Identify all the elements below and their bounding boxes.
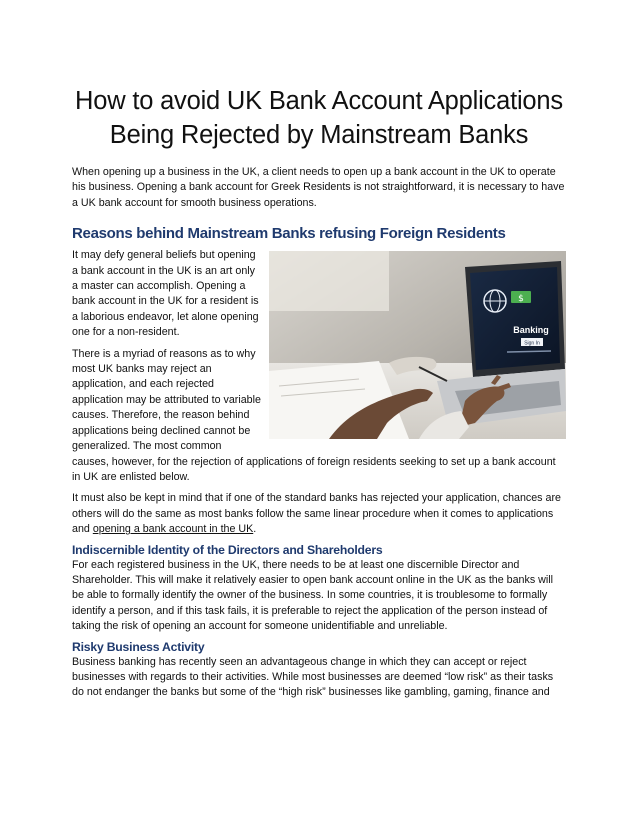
open-uk-bank-account-link[interactable]: opening a bank account in the UK bbox=[92, 523, 254, 536]
banking-laptop-image bbox=[269, 251, 566, 439]
svg-text:$: $ bbox=[518, 294, 524, 305]
reasons-paragraph-3 bbox=[72, 491, 566, 537]
identity-paragraph: For each registered business in the UK, there needs to be at least one discernible Director and Shareholder. This will make it relatively easier to open bank account online in the UK as the banks will be able to formally identify the owner of the business. In some countries, it is troublesome to formally identify a person, and if this task fails, it is preferable to reject the application of the person instead of taking the risk of opening an account for someone unidentifiable and unreliable. bbox=[72, 558, 553, 633]
risky-business-paragraph: Business banking has recently seen an advantageous change in which they can accept or reject businesses with regards to their activities. While most businesses are deemed “low risk” as their tasks do not endanger the banks but some of the “high risk” businesses like gambling, gaming, finance and bbox=[72, 655, 554, 699]
reasons-paragraph-3-end: . bbox=[253, 523, 257, 536]
reasons-paragraph-1: It may defy general beliefs but opening a bank account in the UK is an art only a master can accomplish. Opening a bank account in the UK for a resident is a laborious endeavor, let alone opening one for a non-resident. bbox=[72, 249, 259, 339]
section-heading-risky-business: Risky Business Activity bbox=[72, 639, 205, 654]
section-heading-identity: Indiscernible Identity of the Directors and Shareholders bbox=[72, 542, 383, 557]
section-heading-reasons: Reasons behind Mainstream Banks refusing Foreign Residents bbox=[72, 225, 506, 243]
document-title: How to avoid UK Bank Account Applications Being Rejected by Mainstream Banks bbox=[75, 87, 563, 149]
intro-paragraph: When opening up a business in the UK, a client needs to open up a bank account in the UK to operate his business. Opening a bank account for Greek Residents is not straightforward, it is necessary to have a UK bank account for smooth business operations. bbox=[72, 166, 565, 209]
reasons-paragraph-2: There is a myriad of reasons as to why most UK banks may reject an application, and each rejected application may be attributed to variable causes. Therefore, the reason behind applications being declined cannot be generalized. The most common causes, however, for the rejection of applications of foreign residents seeking to set up a bank account in UK are enlisted below. bbox=[72, 347, 556, 483]
svg-text:Sign In: Sign In bbox=[524, 340, 540, 347]
banking-laptop-illustration bbox=[269, 251, 566, 439]
screen-heading: Banking bbox=[513, 325, 549, 336]
reasons-paragraph-3-text: It must also be kept in mind that if one of the standard banks has rejected your application, chances are others will do the same as most banks follow the same linear procedure when it comes to applications and bbox=[72, 492, 561, 536]
